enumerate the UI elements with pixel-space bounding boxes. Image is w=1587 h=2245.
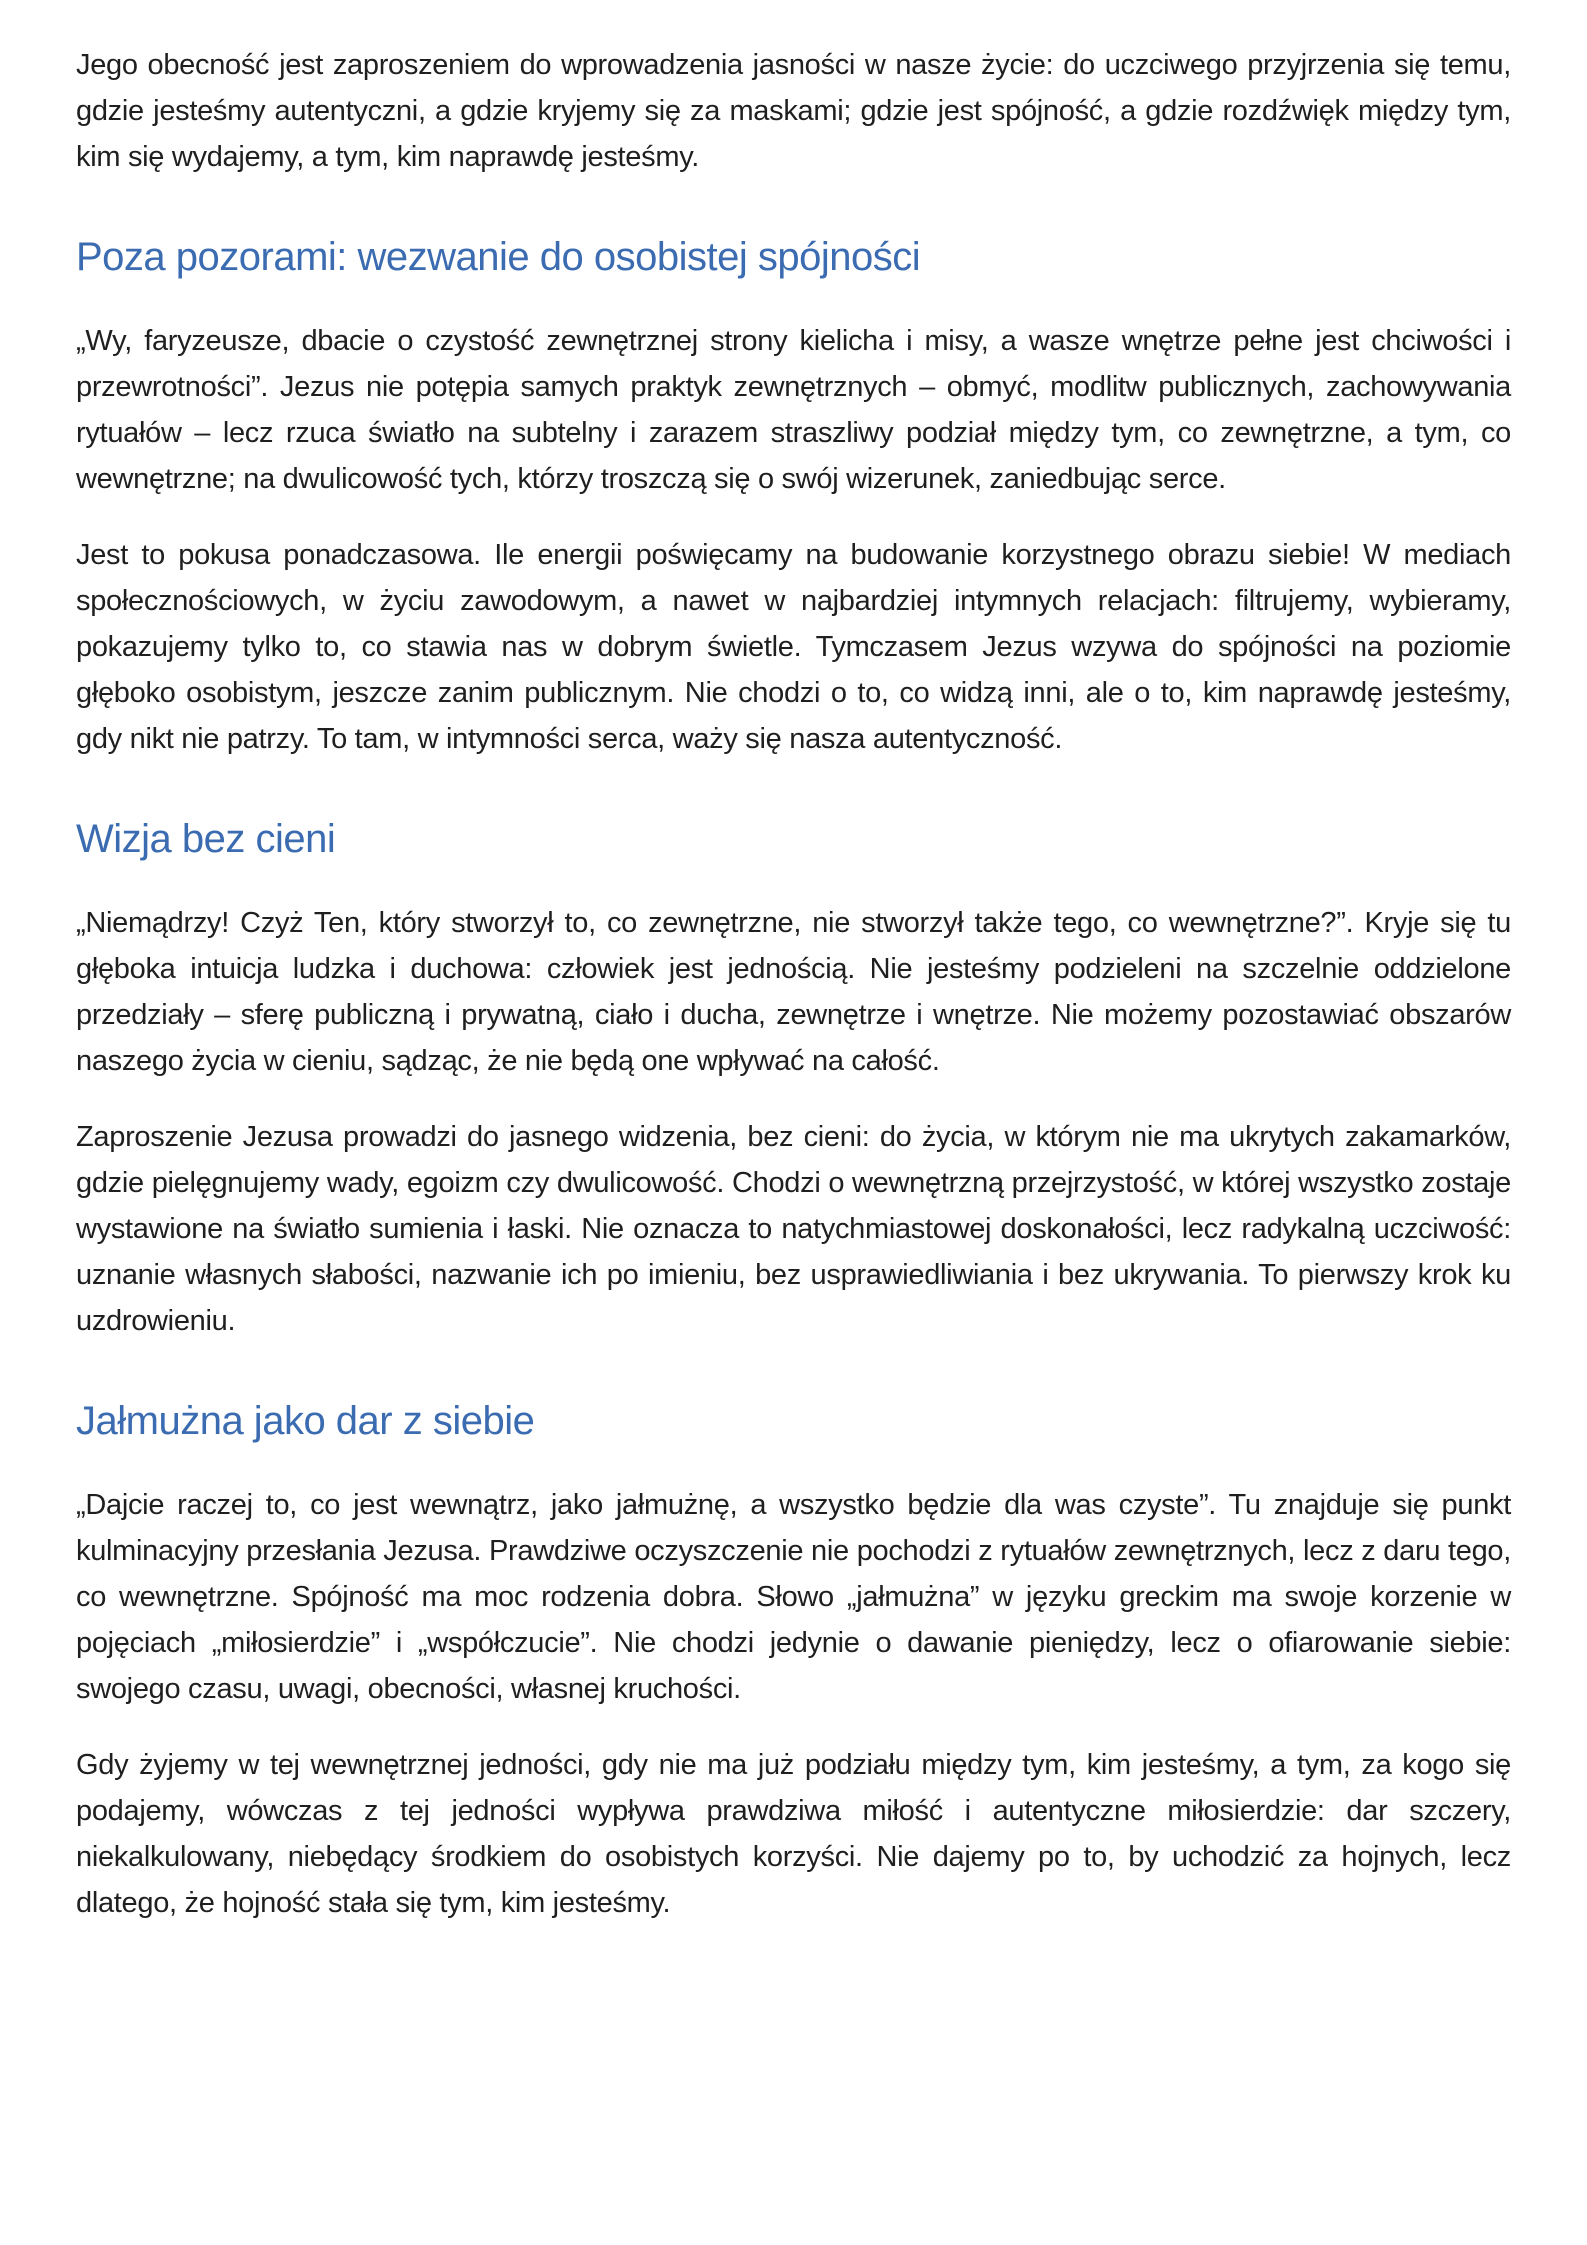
section-heading-jalmuzna: Jałmużna jako dar z siebie xyxy=(76,1399,535,1443)
paragraph: Gdy żyjemy w tej wewnętrznej jedności, gdy nie ma już podziału między tym, kim jesteśmy, a tym, za kogo się podajemy, wówczas z tej jedności wypływa prawdziwa miłość i autentyczne miłosierdzie: dar szczery, niekalkulowany, niebędący środkiem do osobistych korzyści. Nie dajemy po to, by uchodzić za hojnych, lecz dlatego, że hojność stała się tym, kim jesteśmy. xyxy=(76,1749,1511,1919)
section-wizja-bez-cieni xyxy=(76,814,1511,1344)
intro-paragraph: Jego obecność jest zaproszeniem do wprowadzenia jasności w nasze życie: do uczciwego przyjrzenia się temu, gdzie jesteśmy autentyczni, a gdzie kryjemy się za maskami; gdzie jest spójność, a gdzie rozdźwięk między tym, kim się wydajemy, a tym, kim naprawdę jesteśmy. xyxy=(76,49,1511,173)
section-poza-pozorami xyxy=(76,232,1511,762)
paragraph: Jest to pokusa ponadczasowa. Ile energii poświęcamy na budowanie korzystnego obrazu siebie! W mediach społecznościowych, w życiu zawodowym, a nawet w najbardziej intymnych relacjach: filtrujemy, wybieramy, pokazujemy tylko to, co stawia nas w dobrym świetle. Tymczasem Jezus wzywa do spójności na poziomie głęboko osobistym, jeszcze zanim publicznym. Nie chodzi o to, co widzą inni, ale o to, kim naprawdę jesteśmy, gdy nikt nie patrzy. To tam, w intymności serca, waży się nasza autentyczność. xyxy=(76,539,1511,755)
section-heading-poza-pozorami: Poza pozorami: wezwanie do osobistej spójności xyxy=(76,235,921,279)
paragraph: „Dajcie raczej to, co jest wewnątrz, jako jałmużnę, a wszystko będzie dla was czyste”. Tu znajduje się punkt kulminacyjny przesłania Jezusa. Prawdziwe oczyszczenie nie pochodzi z rytuałów zewnętrznych, lecz z daru tego, co wewnętrzne. Spójność ma moc rodzenia dobra. Słowo „jałmużna” w języku greckim ma swoje korzenie w pojęciach „miłosierdzie” i „współczucie”. Nie chodzi jedynie o dawanie pieniędzy, lecz o ofiarowanie siebie: swojego czasu, uwagi, obecności, własnej kruchości. xyxy=(76,1489,1511,1705)
paragraph: „Niemądrzy! Czyż Ten, który stworzył to, co zewnętrzne, nie stworzył także tego, co wewnętrzne?”. Kryje się tu głęboka intuicja ludzka i duchowa: człowiek jest jednością. Nie jesteśmy podzieleni na szczelnie oddzielone przedziały – sferę publiczną i prywatną, ciało i ducha, zewnętrze i wnętrze. Nie możemy pozostawiać obszarów naszego życia w cieniu, sądząc, że nie będą one wpływać na całość. xyxy=(76,907,1511,1077)
paragraph: „Wy, faryzeusze, dbacie o czystość zewnętrznej strony kielicha i misy, a wasze wnętrze pełne jest chciwości i przewrotności”. Jezus nie potępia samych praktyk zewnętrznych – obmyć, modlitw publicznych, zachowywania rytuałów – lecz rzuca światło na subtelny i zarazem straszliwy podział między tym, co zewnętrzne, a tym, co wewnętrzne; na dwulicowość tych, którzy troszczą się o swój wizerunek, zaniedbując serce. xyxy=(76,325,1511,495)
section-heading-wizja-bez-cieni: Wizja bez cieni xyxy=(76,817,336,861)
section-jalmuzna xyxy=(76,1396,1511,1926)
paragraph: Zaproszenie Jezusa prowadzi do jasnego widzenia, bez cieni: do życia, w którym nie ma ukrytych zakamarków, gdzie pielęgnujemy wady, egoizm czy dwulicowość. Chodzi o wewnętrzną przejrzystość, w której wszystko zostaje wystawione na światło sumienia i łaski. Nie oznacza to natychmiastowej doskonałości, lecz radykalną uczciwość: uznanie własnych słabości, nazwanie ich po imieniu, bez usprawiedliwiania i bez ukrywania. To pierwszy krok ku uzdrowieniu. xyxy=(76,1121,1511,1337)
